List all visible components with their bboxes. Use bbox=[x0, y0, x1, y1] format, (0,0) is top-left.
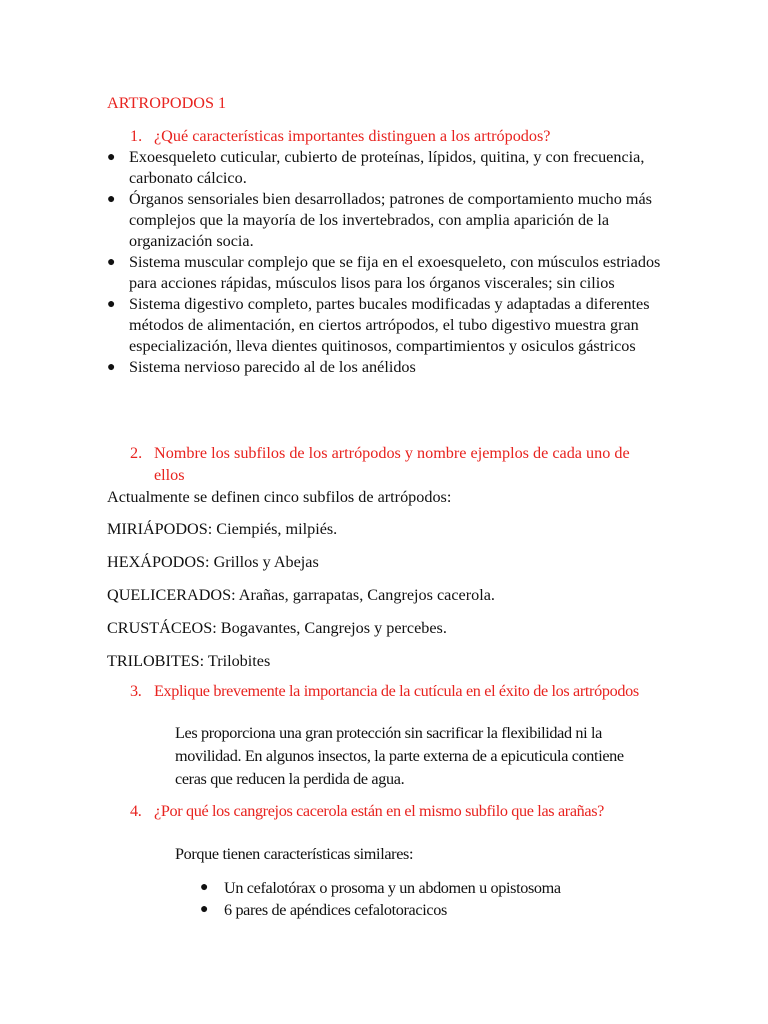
bullet-icon: ● bbox=[107, 192, 116, 207]
subfilo-item: CRUSTÁCEOS: Bogavantes, Cangrejos y percebes. bbox=[107, 619, 447, 637]
bullet-icon: ● bbox=[200, 902, 209, 917]
question-4-number: 4. bbox=[130, 802, 142, 820]
list-item: ● Un cefalotórax o prosoma y un abdomen u opistosoma bbox=[200, 879, 561, 897]
subfilo-item: HEXÁPODOS: Grillos y Abejas bbox=[107, 553, 319, 571]
question-2-intro: Actualmente se definen cinco subfilos de artrópodos: bbox=[107, 488, 452, 506]
list-item: ● Sistema nervioso parecido al de los anélidos bbox=[107, 358, 416, 376]
bullet-icon: ● bbox=[107, 150, 116, 165]
question-4-text: ¿Por qué los cangrejos cacerola están en el mismo subfilo que las arañas? bbox=[154, 802, 605, 820]
bullet-icon: ● bbox=[107, 255, 116, 270]
bullet-icon: ● bbox=[200, 880, 209, 895]
bullet-icon: ● bbox=[107, 360, 116, 375]
question-3-answer: Les proporciona una gran protección sin sacrificar la flexibilidad ni la movilidad. En algunos insectos, la parte externa de a epicuticula contiene ceras que reducen la perdida de agua. bbox=[175, 724, 624, 788]
list-item: ● Órganos sensoriales bien desarrollados; patrones de comportamiento mucho más complejos que la mayoría de los invertebrados, con amplia aparición de la organización socia. bbox=[107, 190, 652, 250]
list-item: ● Exoesqueleto cuticular, cubierto de proteínas, lípidos, quitina, y con frecuencia, carbonato cálcico. bbox=[107, 148, 645, 187]
list-item: ● 6 pares de apéndices cefalotoracicos bbox=[200, 901, 447, 919]
bullet-icon: ● bbox=[107, 297, 116, 312]
question-4-bullet-list bbox=[200, 877, 640, 921]
question-3-text: Explique brevemente la importancia de la cutícula en el éxito de los artrópodos bbox=[154, 682, 639, 700]
subfilo-item: MIRIÁPODOS: Ciempiés, milpiés. bbox=[107, 520, 338, 538]
question-1-text: ¿Qué características importantes distinguen a los artrópodos? bbox=[154, 127, 551, 145]
question-3-number: 3. bbox=[130, 682, 142, 700]
question-2-number: 2. bbox=[130, 444, 143, 462]
question-4-answer: Porque tienen características similares: bbox=[175, 845, 414, 863]
document-title: ARTROPODOS 1 bbox=[107, 94, 227, 112]
subfilo-item: QUELICERADOS: Arañas, garrapatas, Cangrejos cacerola. bbox=[107, 586, 495, 604]
question-2-text: Nombre los subfilos de los artrópodos y nombre ejemplos de cada uno de ellos bbox=[154, 444, 630, 484]
question-1-number: 1. bbox=[130, 127, 143, 145]
list-item: ● Sistema digestivo completo, partes bucales modificadas y adaptadas a diferentes métodos de alimentación, en ciertos artrópodos, el tubo digestivo muestra gran especialización, lleva dientes quitinosos, compartimientos y osiculos gástricos bbox=[107, 295, 650, 355]
question-1-bullet-list bbox=[107, 147, 667, 378]
list-item: ● Sistema muscular complejo que se fija en el exoesqueleto, con músculos estriados para acciones rápidas, músculos lisos para los órganos viscerales; sin cilios bbox=[107, 253, 661, 292]
subfilo-item: TRILOBITES: Trilobites bbox=[107, 652, 271, 670]
